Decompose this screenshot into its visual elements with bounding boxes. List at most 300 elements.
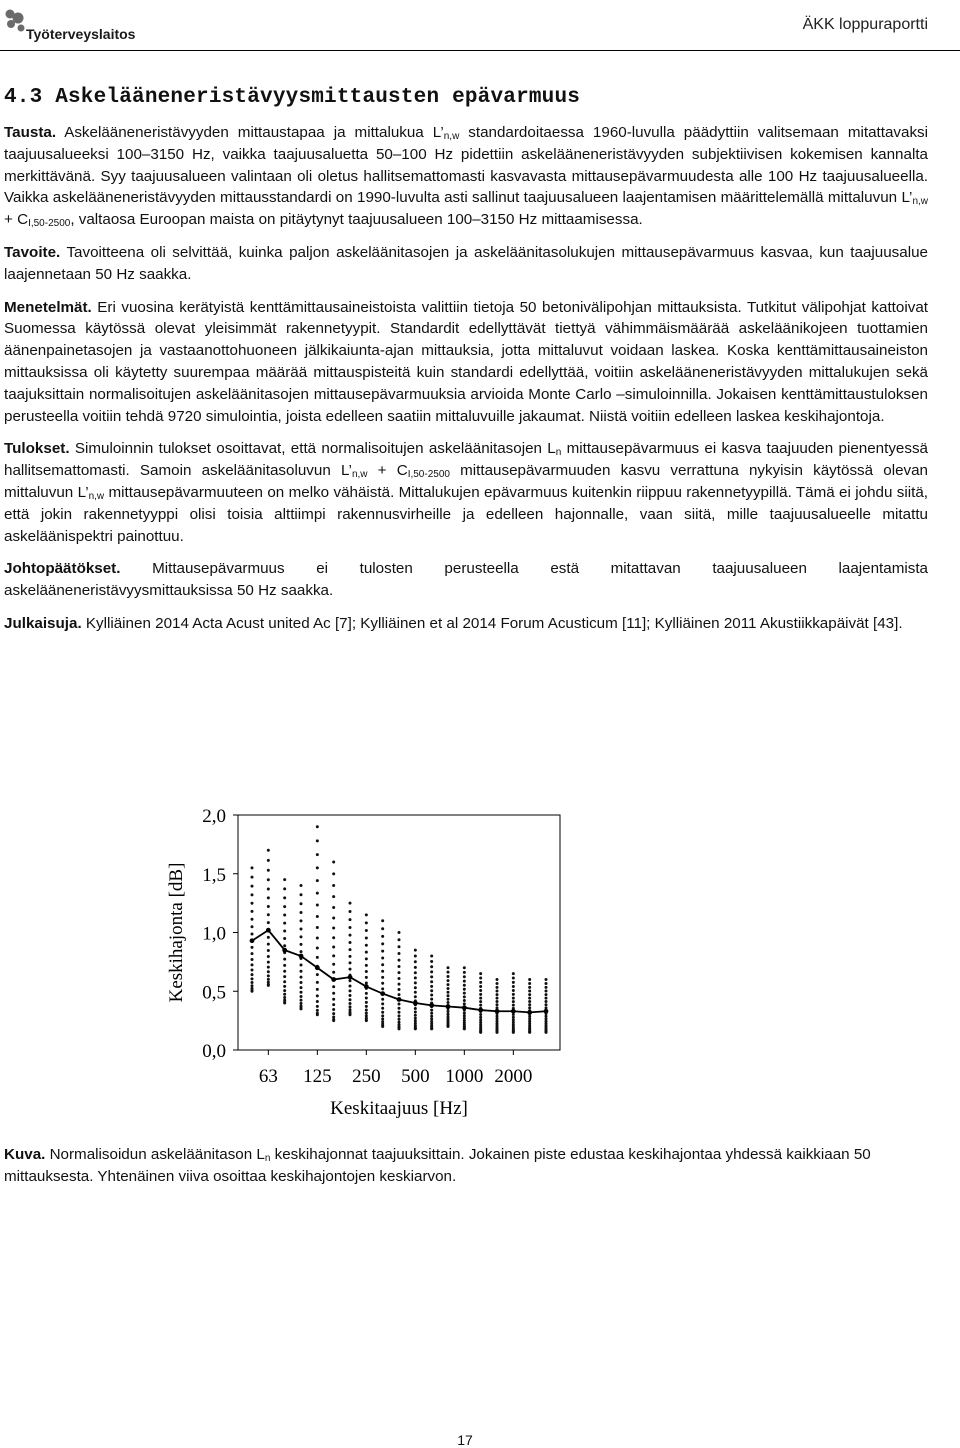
data-point xyxy=(496,997,499,1000)
data-point xyxy=(545,993,548,996)
data-point xyxy=(479,977,482,980)
data-point xyxy=(479,972,482,975)
data-point xyxy=(251,968,254,971)
data-point xyxy=(447,1001,450,1004)
data-point xyxy=(398,965,401,968)
data-point xyxy=(283,989,286,992)
data-point xyxy=(267,913,270,916)
data-point xyxy=(251,952,254,955)
data-point xyxy=(251,932,254,935)
data-point xyxy=(349,1005,352,1008)
data-point xyxy=(349,998,352,1001)
data-point xyxy=(512,989,515,992)
data-point xyxy=(463,992,466,995)
data-point xyxy=(430,1018,433,1021)
data-point xyxy=(332,971,335,974)
data-point xyxy=(479,989,482,992)
data-point xyxy=(332,1008,335,1011)
data-point xyxy=(430,975,433,978)
data-point xyxy=(349,941,352,944)
data-point xyxy=(332,985,335,988)
data-point xyxy=(398,952,401,955)
data-point xyxy=(365,913,368,916)
data-point xyxy=(316,1012,319,1015)
subscript: n,w xyxy=(443,131,460,142)
data-point xyxy=(479,985,482,988)
data-point xyxy=(365,936,368,939)
data-point xyxy=(349,1008,352,1011)
data-point xyxy=(496,1015,499,1018)
data-point xyxy=(283,914,286,917)
data-point xyxy=(332,884,335,887)
data-point xyxy=(381,998,384,1001)
data-point xyxy=(430,998,433,1001)
data-point xyxy=(496,993,499,996)
data-point xyxy=(300,1002,303,1005)
lead-tavoite: Tavoite. xyxy=(4,243,61,261)
data-point xyxy=(332,954,335,957)
data-point xyxy=(398,931,401,934)
data-point xyxy=(414,995,417,998)
data-point xyxy=(447,983,450,986)
data-point xyxy=(267,966,270,969)
mean-point xyxy=(266,928,271,933)
data-point xyxy=(300,928,303,931)
text: Askelääneneristävyyden mittaustapaa ja mittalukua L’ xyxy=(56,124,444,141)
data-point xyxy=(479,993,482,996)
x-axis-label: Keskitaajuus [Hz] xyxy=(330,1098,468,1119)
data-point xyxy=(267,849,270,852)
y-tick-label: 0,5 xyxy=(202,982,226,1004)
data-point xyxy=(349,961,352,964)
mean-point xyxy=(380,991,385,996)
text: Kylliäinen 2014 Acta Acust united Ac [7]; Kylliäinen et al 2014 Forum Acusticum [11]; Kylliäinen 2011 Akustiikkapäivät [43]. xyxy=(81,614,903,632)
data-point xyxy=(479,1004,482,1007)
lead-julkaisuja: Julkaisuja. xyxy=(4,614,82,632)
data-point xyxy=(528,1000,531,1003)
data-point xyxy=(430,970,433,973)
subscript: I,50-2500 xyxy=(28,218,71,230)
data-point xyxy=(512,1018,515,1021)
data-point xyxy=(267,981,270,984)
data-point xyxy=(267,955,270,958)
data-point xyxy=(545,978,548,981)
data-point xyxy=(316,853,319,856)
subscript: n,w xyxy=(912,196,928,208)
data-point xyxy=(332,872,335,875)
data-point xyxy=(267,888,270,891)
data-point xyxy=(447,979,450,982)
data-point xyxy=(283,985,286,988)
data-point xyxy=(349,918,352,921)
data-point xyxy=(365,992,368,995)
data-point xyxy=(332,936,335,939)
data-point xyxy=(251,910,254,913)
data-point xyxy=(251,876,254,879)
mean-point xyxy=(331,977,336,982)
data-point xyxy=(398,1003,401,1006)
data-point xyxy=(512,972,515,975)
text: Tavoitteena oli selvittää, kuinka paljon askeläänitasojen ja askeläänitasolukujen mittausepävarmuus kasvaa, kun taajuusalue laajennetaan 50 Hz saakka. xyxy=(4,243,928,283)
data-point xyxy=(283,980,286,983)
data-point xyxy=(251,902,254,905)
data-point xyxy=(528,1006,531,1009)
logo-wordmark: Työterveyslaitos xyxy=(26,26,136,42)
data-point xyxy=(267,878,270,881)
header-divider xyxy=(0,50,960,51)
data-point xyxy=(381,927,384,930)
data-point xyxy=(316,892,319,895)
x-tick-label: 500 xyxy=(401,1066,430,1087)
data-point xyxy=(545,986,548,989)
data-point xyxy=(447,987,450,990)
data-point xyxy=(300,950,303,953)
lead-tausta: Tausta. xyxy=(4,124,57,141)
data-point xyxy=(283,937,286,940)
data-point xyxy=(398,938,401,941)
data-point xyxy=(463,1012,466,1015)
data-point xyxy=(398,959,401,962)
data-point xyxy=(316,988,319,991)
data-point xyxy=(365,1014,368,1017)
data-point xyxy=(381,976,384,979)
data-point xyxy=(349,979,352,982)
chart-svg xyxy=(160,795,580,1125)
data-point xyxy=(283,993,286,996)
data-point xyxy=(528,1015,531,1018)
data-point xyxy=(430,985,433,988)
data-point xyxy=(447,1010,450,1013)
data-point xyxy=(398,1007,401,1010)
body-text xyxy=(4,122,928,646)
data-point xyxy=(545,1015,548,1018)
data-point xyxy=(398,1014,401,1017)
data-point xyxy=(381,963,384,966)
data-point xyxy=(349,989,352,992)
data-point xyxy=(479,1013,482,1016)
data-point xyxy=(300,893,303,896)
mean-point xyxy=(527,1010,532,1015)
data-point xyxy=(316,981,319,984)
mean-point xyxy=(315,965,320,970)
data-point xyxy=(316,1000,319,1003)
figure-caption xyxy=(4,1144,928,1188)
data-point xyxy=(316,936,319,939)
data-point xyxy=(512,981,515,984)
text: Simuloinnin tulokset osoittavat, että normalisoitujen askeläänitasojen L xyxy=(69,440,556,458)
data-point xyxy=(463,971,466,974)
data-point xyxy=(251,946,254,949)
data-point xyxy=(251,866,254,869)
data-point xyxy=(381,1002,384,1005)
data-point xyxy=(316,956,319,959)
caption-lead: Kuva. xyxy=(4,1146,46,1163)
data-point xyxy=(512,1016,515,1019)
subscript: n xyxy=(264,1153,271,1164)
mean-point xyxy=(478,1008,483,1013)
data-point xyxy=(316,825,319,828)
data-point xyxy=(365,957,368,960)
data-point xyxy=(300,995,303,998)
data-point xyxy=(300,935,303,938)
data-point xyxy=(398,945,401,948)
data-point xyxy=(332,998,335,1001)
data-point xyxy=(381,957,384,960)
data-point xyxy=(267,974,270,977)
data-point xyxy=(316,973,319,976)
data-point xyxy=(528,997,531,1000)
data-point xyxy=(447,975,450,978)
data-point xyxy=(365,1008,368,1011)
data-point xyxy=(414,976,417,979)
section-title: 4.3 Askelääneneristävyysmittausten epävarmuus xyxy=(4,86,581,109)
paragraph-menetelmat xyxy=(4,297,928,428)
data-point xyxy=(398,977,401,980)
data-point xyxy=(251,918,254,921)
data-point xyxy=(283,944,286,947)
data-point xyxy=(267,936,270,939)
data-point xyxy=(365,964,368,967)
data-point xyxy=(414,971,417,974)
data-point xyxy=(300,902,303,905)
x-tick-label: 250 xyxy=(352,1066,381,1087)
report-title: ÄKK loppuraportti xyxy=(802,16,928,33)
y-tick-label: 1,0 xyxy=(202,923,226,945)
text: , valtaosa Euroopan maista on pitäytynyt taajuusalueen 100–3150 Hz mittaamisessa. xyxy=(70,211,643,229)
text: Eri vuosina kerätyistä kenttämittausaineistoista valittiin tietoja 50 betonivälipohjan mittauksista. Tutkitut välipohjat kattoivat Suomessa käytössä olevat yleisimmät rakennetyypit. Standardit edellyttävät tiettyä vähimmäismäärää askeläänikojeen tuottamien äänenpainetasojen ja vastaanottohuoneen jälkikaiunta-ajan mittauksia, jotta mittaluvut voidaan laskea. Koska kenttämittausaineiston mittauksissa oli käytetty suurempaa määrää mittauspisteitä kuin standardi edellyttää, voitiin askelääneneristävyyden mittalukujen sekä taajuksittain normalisoitujen askeläänitasojen mittausepävarmuuksia arvioida Monte Carlo –simuloinnilla. Jokaisen kenttämittaustuloksen perusteella voitiin tehdä 9720 simulointia, joista edelleen saatiin mittaluvuille jakaumat. Niistä voitiin edelleen laskea keskihajontoja. xyxy=(4,298,928,425)
text: mittausepävarmuuden kasvu verrattuna nykyisin käytössä olevan mittaluvun L’ xyxy=(4,462,928,501)
text: Mittausepävarmuus ei tulosten perusteella estä mitattavan taajuusalueen laajentamista askelääneneristävyysmittauksissa 50 Hz saakka. xyxy=(4,560,928,600)
data-point xyxy=(332,1015,335,1018)
data-point xyxy=(381,935,384,938)
data-point xyxy=(545,1003,548,1006)
data-point xyxy=(365,1005,368,1008)
data-point xyxy=(479,1000,482,1003)
data-point xyxy=(512,977,515,980)
data-point xyxy=(251,981,254,984)
mean-point xyxy=(511,1009,516,1014)
y-tick-label: 0,0 xyxy=(202,1041,226,1062)
data-point xyxy=(316,866,319,869)
data-point xyxy=(414,986,417,989)
x-tick-label: 1000 xyxy=(445,1066,484,1087)
data-point xyxy=(381,987,384,990)
data-point xyxy=(447,994,450,997)
data-point xyxy=(283,878,286,881)
data-point xyxy=(447,971,450,974)
data-point xyxy=(512,997,515,1000)
data-point xyxy=(414,1017,417,1020)
data-point xyxy=(398,1021,401,1024)
data-point xyxy=(430,1012,433,1015)
data-point xyxy=(332,916,335,919)
y-tick-label: 1,5 xyxy=(202,864,226,886)
data-point xyxy=(267,961,270,964)
data-point xyxy=(365,944,368,947)
mean-point xyxy=(446,1004,451,1009)
data-point xyxy=(332,861,335,864)
data-point xyxy=(528,986,531,989)
data-point xyxy=(545,982,548,985)
data-point xyxy=(316,879,319,882)
data-point xyxy=(381,1011,384,1014)
data-point xyxy=(300,1005,303,1008)
data-point xyxy=(430,980,433,983)
data-point xyxy=(414,1019,417,1022)
lead-johtopaatokset: Johtopäätökset. xyxy=(4,560,121,578)
data-point xyxy=(528,1003,531,1006)
data-point xyxy=(349,948,352,951)
data-point xyxy=(332,963,335,966)
y-axis-label: Keskihajonta [dB] xyxy=(166,862,187,1003)
data-point xyxy=(300,964,303,967)
data-point xyxy=(251,885,254,888)
data-point xyxy=(267,949,270,952)
data-point xyxy=(398,971,401,974)
data-point xyxy=(365,970,368,973)
text: + C xyxy=(4,211,29,229)
data-point xyxy=(300,943,303,946)
data-point xyxy=(283,929,286,932)
data-point xyxy=(365,997,368,1000)
data-point xyxy=(463,1002,466,1005)
data-point xyxy=(349,994,352,997)
data-point xyxy=(332,895,335,898)
data-point xyxy=(381,970,384,973)
data-point xyxy=(430,994,433,997)
data-point xyxy=(496,990,499,993)
data-point xyxy=(283,996,286,999)
data-point xyxy=(283,922,286,925)
data-point xyxy=(381,950,384,953)
paragraph-johtopaatokset xyxy=(4,558,928,602)
data-point xyxy=(349,910,352,913)
data-point xyxy=(479,997,482,1000)
subscript: I,50-2500 xyxy=(407,469,450,481)
data-point xyxy=(316,915,319,918)
data-point xyxy=(430,955,433,958)
data-point xyxy=(463,980,466,983)
data-point xyxy=(365,976,368,979)
paragraph-tavoite xyxy=(4,242,928,286)
data-point xyxy=(283,999,286,1002)
data-point xyxy=(283,964,286,967)
data-point xyxy=(349,902,352,905)
data-point xyxy=(381,919,384,922)
data-point xyxy=(528,990,531,993)
mean-point xyxy=(299,954,304,959)
data-point xyxy=(267,859,270,862)
std-deviation-chart xyxy=(160,795,580,1125)
mean-point xyxy=(495,1009,500,1014)
data-point xyxy=(463,1014,466,1017)
data-point xyxy=(479,1016,482,1019)
data-point xyxy=(528,978,531,981)
data-point xyxy=(398,1018,401,1021)
data-point xyxy=(512,1000,515,1003)
data-point xyxy=(349,926,352,929)
data-point xyxy=(545,990,548,993)
data-point xyxy=(381,1020,384,1023)
mean-point xyxy=(544,1009,549,1014)
data-point xyxy=(316,1005,319,1008)
data-point xyxy=(300,884,303,887)
subscript: n,w xyxy=(351,469,368,481)
data-point xyxy=(414,991,417,994)
data-point xyxy=(316,994,319,997)
data-point xyxy=(251,893,254,896)
data-point xyxy=(300,911,303,914)
data-point xyxy=(365,1001,368,1004)
x-tick-label: 63 xyxy=(258,1066,278,1087)
data-point xyxy=(430,1009,433,1012)
data-point xyxy=(365,929,368,932)
data-point xyxy=(332,906,335,909)
text: + C xyxy=(367,462,408,480)
lead-tulokset: Tulokset. xyxy=(4,440,70,458)
data-point xyxy=(267,921,270,924)
data-point xyxy=(528,993,531,996)
data-point xyxy=(414,981,417,984)
mean-point xyxy=(348,975,353,980)
data-point xyxy=(496,986,499,989)
data-point xyxy=(528,982,531,985)
data-point xyxy=(414,1007,417,1010)
data-point xyxy=(414,1014,417,1017)
data-point xyxy=(349,934,352,937)
data-point xyxy=(381,1007,384,1010)
data-point xyxy=(463,999,466,1002)
data-point xyxy=(316,839,319,842)
data-point xyxy=(251,925,254,928)
data-point xyxy=(283,896,286,899)
data-point xyxy=(349,968,352,971)
data-point xyxy=(414,949,417,952)
page-number: 17 xyxy=(457,1432,473,1448)
text: mittausepävarmuus ei kasva taajuuden pienentyessä hallitsemattomasti. Samoin askeläänitasoluvun L’ xyxy=(4,440,928,480)
page-header xyxy=(0,0,960,60)
text: mittausepävarmuuteen on melko vähäistä. Mittalukujen epävarmuus kuitenkin riippuu rakennetyypillä. Tämä ei johdu siitä, että jokin rakennetyyppi olisi toisia alttiimpi rakennusvirheille ja edelleen hajonnalle, vaan siitä, mille taajuusalueelle mitattu askeläänispektri painottuu. xyxy=(4,483,928,545)
text: Normalisoidun askeläänitason L xyxy=(45,1146,265,1163)
data-point xyxy=(283,905,286,908)
data-point xyxy=(267,896,270,899)
data-point xyxy=(463,984,466,987)
data-point xyxy=(283,887,286,890)
data-point xyxy=(430,965,433,968)
data-point xyxy=(447,991,450,994)
x-tick-label: 125 xyxy=(303,1066,332,1087)
data-point xyxy=(300,919,303,922)
mean-point xyxy=(397,997,402,1002)
data-point xyxy=(332,1012,335,1015)
data-point xyxy=(430,960,433,963)
data-point xyxy=(332,945,335,948)
data-point xyxy=(349,984,352,987)
lead-menetelmat: Menetelmät. xyxy=(4,298,92,316)
data-point xyxy=(398,993,401,996)
paragraph-tulokset xyxy=(4,438,928,547)
data-point xyxy=(381,982,384,985)
data-point xyxy=(496,978,499,981)
mean-point xyxy=(429,1003,434,1008)
data-point xyxy=(300,981,303,984)
data-point xyxy=(267,970,270,973)
data-point xyxy=(496,1000,499,1003)
data-point xyxy=(447,1012,450,1015)
data-point xyxy=(463,975,466,978)
paragraph-julkaisuja xyxy=(4,613,928,635)
mean-point xyxy=(462,1005,467,1010)
